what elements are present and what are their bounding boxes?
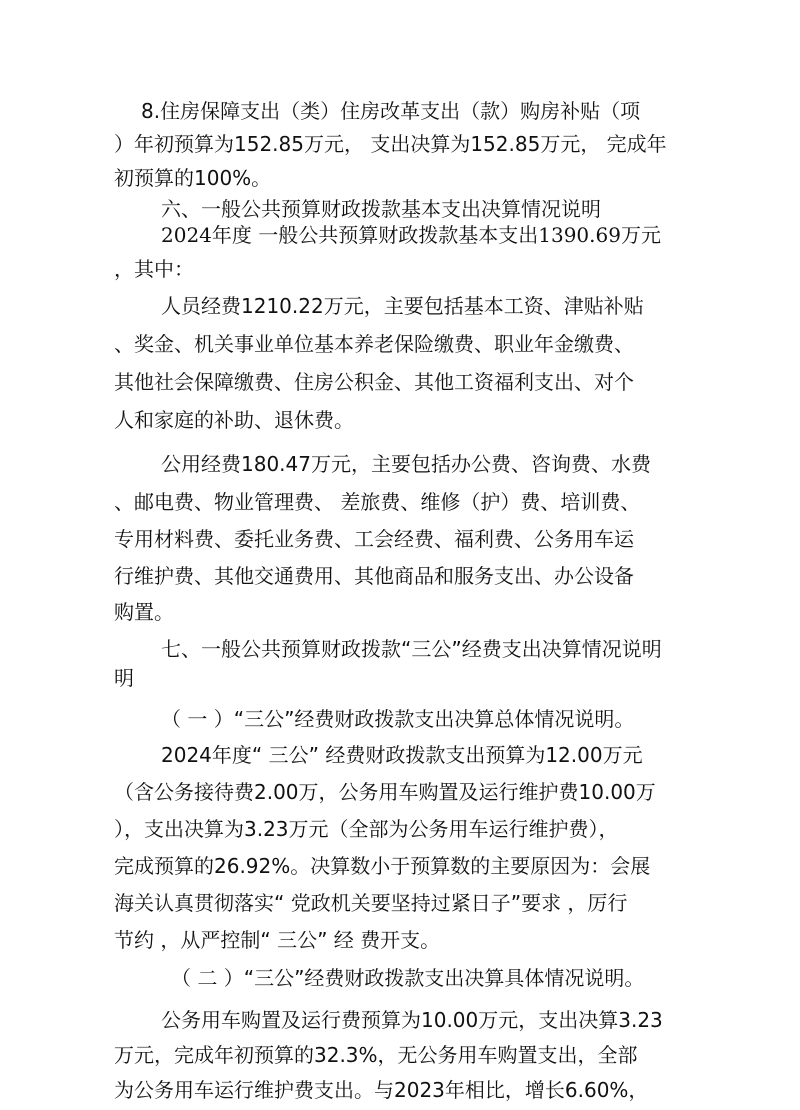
sub-2-line-2: 万元，完成年初预算的32.3%，无公务用车购置支出，全部 xyxy=(114,1043,638,1067)
public-line-3: 专用材料费、委托业务费、工会经费、福利费、公务用车运 xyxy=(114,527,634,551)
public-line-2: 、邮电费、物业管理费、 差旅费、维修（护）费、培训费、 xyxy=(114,490,641,514)
section-7-heading-line-1: 七、一般公共预算财政拨款“三公”经费支出决算情况说明 xyxy=(161,637,662,661)
section-6-heading: 六、一般公共预算财政拨款基本支出决算情况说明 xyxy=(161,197,601,221)
personnel-line-2: 、奖金、机关事业单位基本养老保险缴费、职业年金缴费、 xyxy=(114,332,634,356)
section-6-intro-line-2: ，其中： xyxy=(114,257,194,281)
sub-2-heading: （ 二 ）“三公”经费财政拨款支出决算具体情况说明。 xyxy=(171,966,645,990)
sub-1-line-6: 节约 ，从严控制“ 三公” 经 费开支。 xyxy=(114,928,441,952)
sub-2-line-3: 为公务用车运行维护费支出。与2023年相比，增长6.60%， xyxy=(114,1078,649,1102)
sub-1-line-3: ），支出决算为3.23万元（全部为公务用车运行维护费）， xyxy=(114,817,619,841)
sub-1-line-1: 2024年度“ 三公” 经费财政拨款支出预算为12.00万元 xyxy=(161,743,643,767)
personnel-line-4: 人和家庭的补助、退休费。 xyxy=(114,408,354,432)
sub-2-line-1: 公务用车购置及运行费预算为10.00万元，支出决算3.23 xyxy=(161,1008,663,1032)
personnel-line-1: 人员经费1210.22万元，主要包括基本工资、津贴补贴 xyxy=(161,294,644,318)
section-7-heading-line-2: 明 xyxy=(114,666,134,690)
section-6-intro-line-1: 2024年度 一般公共预算财政拨款基本支出1390.69万元 xyxy=(161,223,661,247)
sub-1-line-2: （含公务接待费2.00万，公务用车购置及运行维护费10.00万 xyxy=(114,780,656,804)
para-8-line-1: 8.住房保障支出（类）住房改革支出（款）购房补贴（项 xyxy=(141,99,641,123)
public-line-5: 购置。 xyxy=(114,600,174,624)
para-8-line-3: 初预算的100%。 xyxy=(114,166,272,190)
public-line-1: 公用经费180.47万元，主要包括办公费、咨询费、水费 xyxy=(161,452,651,476)
sub-1-line-4: 完成预算的26.92%。决算数小于预算数的主要原因为：会展 xyxy=(114,854,651,878)
sub-1-heading: （ 一 ）“三公”经费财政拨款支出决算总体情况说明。 xyxy=(161,707,635,731)
para-8-line-2: ）年初预算为152.85万元， 支出决算为152.85万元， 完成年 xyxy=(114,132,667,156)
public-line-4: 行维护费、其他交通费用、其他商品和服务支出、办公设备 xyxy=(114,564,634,588)
sub-1-line-5: 海关认真贯彻落实“ 党政机关要坚持过紧日子”要求 ，厉行 xyxy=(114,891,628,915)
personnel-line-3: 其他社会保障缴费、住房公积金、其他工资福利支出、对个 xyxy=(114,370,634,394)
